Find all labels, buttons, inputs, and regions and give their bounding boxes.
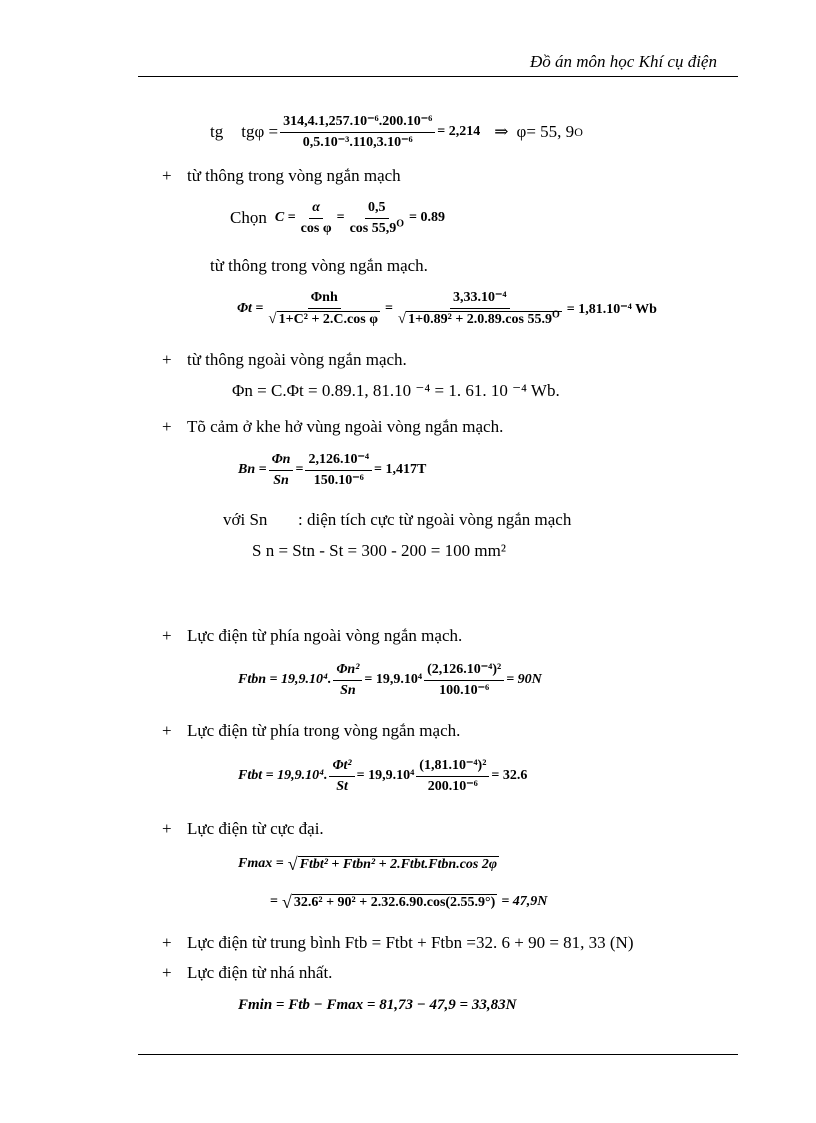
ftbn-num-2: (2,126.10⁻⁴)² [424,662,504,681]
section1-subtitle: từ thông trong vòng ngắn mạch. [210,256,428,275]
fmax-radicand-1: Ftbt² + Ftbn² + 2.Ftbt.Ftbn.cos 2φ [299,856,498,872]
b-fraction-1 [269,452,294,489]
phi-t-rhs: = 1,81.10⁻⁴ Wb [566,301,657,317]
ftbt-num-1: Φt² [329,758,354,777]
section5-title: Lực điện từ phía trong vòng ngắn mạch. [187,721,461,740]
bullet-6: + [162,819,172,838]
section2-title: từ thông ngoài vòng ngắn mạch. [187,350,407,369]
tg-label: tg [210,122,224,141]
c-num-2: 0,5 [365,200,389,219]
bullet-8: + [162,963,172,982]
fmax-radicand-2: 32.6² + 90² + 2.32.6.90.cos(2.55.9°) [293,894,496,910]
section8-title: Lực điện từ nhá nhất. [187,963,333,982]
c-lhs: C = [274,210,296,225]
ftbt-lhs: Ftbt = 19,9.10⁴. [238,768,328,783]
c-fraction-2 [347,200,407,237]
phi-t-num-2: 3,33.10⁻⁴ [450,290,510,309]
ftbn-lhs: Ftbn = 19,9.10⁴. [238,672,332,687]
b-num-2: 2,126.10⁻⁴ [305,452,372,471]
b-eq: = [295,462,304,477]
section7-text: Lực điện từ trung bình Ftb = Ftbt + Ftbn =32. 6 + 90 = 81, 33 (N) [187,933,634,952]
voi-sn-label: với Sn [223,510,268,529]
c-fraction-1 [298,200,335,237]
page-header-title: Đồ án môn học Khí cụ điện [530,52,717,71]
phi-t-den-2-degree: O [551,309,560,321]
phi-t-eq: = [384,301,393,316]
b-lhs: Bn = [238,462,267,477]
fmin-formula: Fmin = Ftb − Fmax = 81,73 − 47,9 = 33,83N [238,997,517,1013]
c-num-1: α [309,200,323,219]
c-den-2-degree: O [396,217,405,229]
c-eq: = [336,210,345,225]
ftbn-fraction-1 [333,662,362,699]
phi-t-den-2-text: 1+0.89² + 2.0.89.cos 55.9 [408,312,552,327]
ftbt-rhs: = 32.6 [491,768,528,783]
phi-n-formula: Φn = C.Φt = 0.89.1, 81.10 ⁻⁴ = 1. 61. 10 ⁻⁴ Wb. [232,381,560,400]
ftbn-den-1: Sn [340,682,356,698]
ftbn-fraction-2 [424,662,504,699]
ftbt-fraction-1 [329,758,354,795]
bullet-7: + [162,933,172,952]
tg-denominator: 0,5.10⁻³.110,3.10⁻⁶ [302,134,413,150]
phi-t-num-1: Φnh [308,290,341,309]
ftbn-den-2: 100.10⁻⁶ [439,682,490,698]
phi-t-den-1: 1+C² + 2.C.cos φ [278,312,378,327]
chon-label: Chọn [230,208,267,227]
phi-value: φ= 55, 9 [516,122,575,141]
section3-title: Tõ cảm ở khe hở vùng ngoài vòng ngắn mạch. [187,417,504,436]
implies-arrow: ⇒ [494,122,509,141]
c-den-2 [347,219,407,237]
b-den-1: Sn [273,472,289,488]
tg-lhs: tgφ = [241,122,279,141]
ftbt-mid: = 19,9.10⁴ [356,768,415,783]
ftbt-fraction-2 [416,758,489,795]
fmax-eq2: = [270,894,278,909]
header-rule [138,76,738,77]
phi-t-den-2 [406,311,562,327]
b-fraction-2 [305,452,372,489]
ftbt-den-1: St [336,778,348,794]
ftbn-rhs: = 90N [506,672,542,687]
bullet-2: + [162,350,172,369]
bullet-3: + [162,417,172,436]
bullet-1: + [162,166,172,185]
c-rhs: = 0.89 [409,210,445,225]
b-num-1: Φn [269,452,294,471]
tg-formula: tg tgφ = $\frac{\text{314,4.1,257.10⁻⁶.200.10⁻⁶}}{\text{0,5.10⁻³.110,3.10⁻⁶}}$ = 2,214 ⇒ φ= 55, 9 O [210,113,583,150]
sn-formula: S n = Stn - St = 300 - 200 = 100 mm² [252,541,506,560]
ftbn-num-1: Φn² [333,662,362,681]
fmax-formula-line1: Fmax = √ Ftbt² + Ftbn² + 2.Ftbt.Ftbn.cos 2φ [238,853,498,874]
ftbt-den-2: 200.10⁻⁶ [427,778,478,794]
b-formula [238,446,426,494]
bullet-4: + [162,626,172,645]
section4-title: Lực điện từ phía ngoài vòng ngắn mạch. [187,626,463,645]
b-rhs: = 1,417T [374,462,427,477]
phi-t-fraction-2: $\frac{\text{3,33.10⁻⁴}}{√ 1+0.89^2 + 2.0.89.\cos 55.9^O}$ [397,290,560,327]
tg-numerator: 314,4.1,257.10⁻⁶.200.10⁻⁶ [280,114,435,133]
tg-fraction [280,114,435,151]
c-formula [230,196,445,240]
section1-title: từ thông trong vòng ngắn mạch [187,166,401,185]
voi-sn-desc: : diện tích cực từ ngoài vòng ngắn mạch [298,510,572,529]
c-den-1: cos φ [300,220,332,236]
phi-t-lhs: Φt = [237,301,264,316]
ftbt-formula [238,750,527,802]
fmax-formula-line2: = √ 32.6² + 90² + 2.32.6.90.cos(2.55.9°) = 47,9N [270,891,548,912]
phi-t-fraction-1: $\frac{\text{Φnh}}{\text{√ 1+C² + 2.C.cos φ}}$ [268,290,378,327]
ftbn-formula [238,654,542,706]
fmax-rhs: = 47,9N [501,894,548,909]
b-den-2: 150.10⁻⁶ [313,472,364,488]
ftbt-num-2: (1,81.10⁻⁴)² [416,758,489,777]
bullet-5: + [162,721,172,740]
section6-title: Lực điện từ cực đại. [187,819,324,838]
c-den-2-text: cos 55,9 [349,220,397,236]
fmax-lhs: Fmax = [238,856,284,871]
footer-rule [138,1054,738,1055]
tg-rhs: = 2,214 [437,124,481,139]
phi-t-formula [237,284,657,334]
ftbn-mid: = 19,9.10⁴ [364,672,423,687]
